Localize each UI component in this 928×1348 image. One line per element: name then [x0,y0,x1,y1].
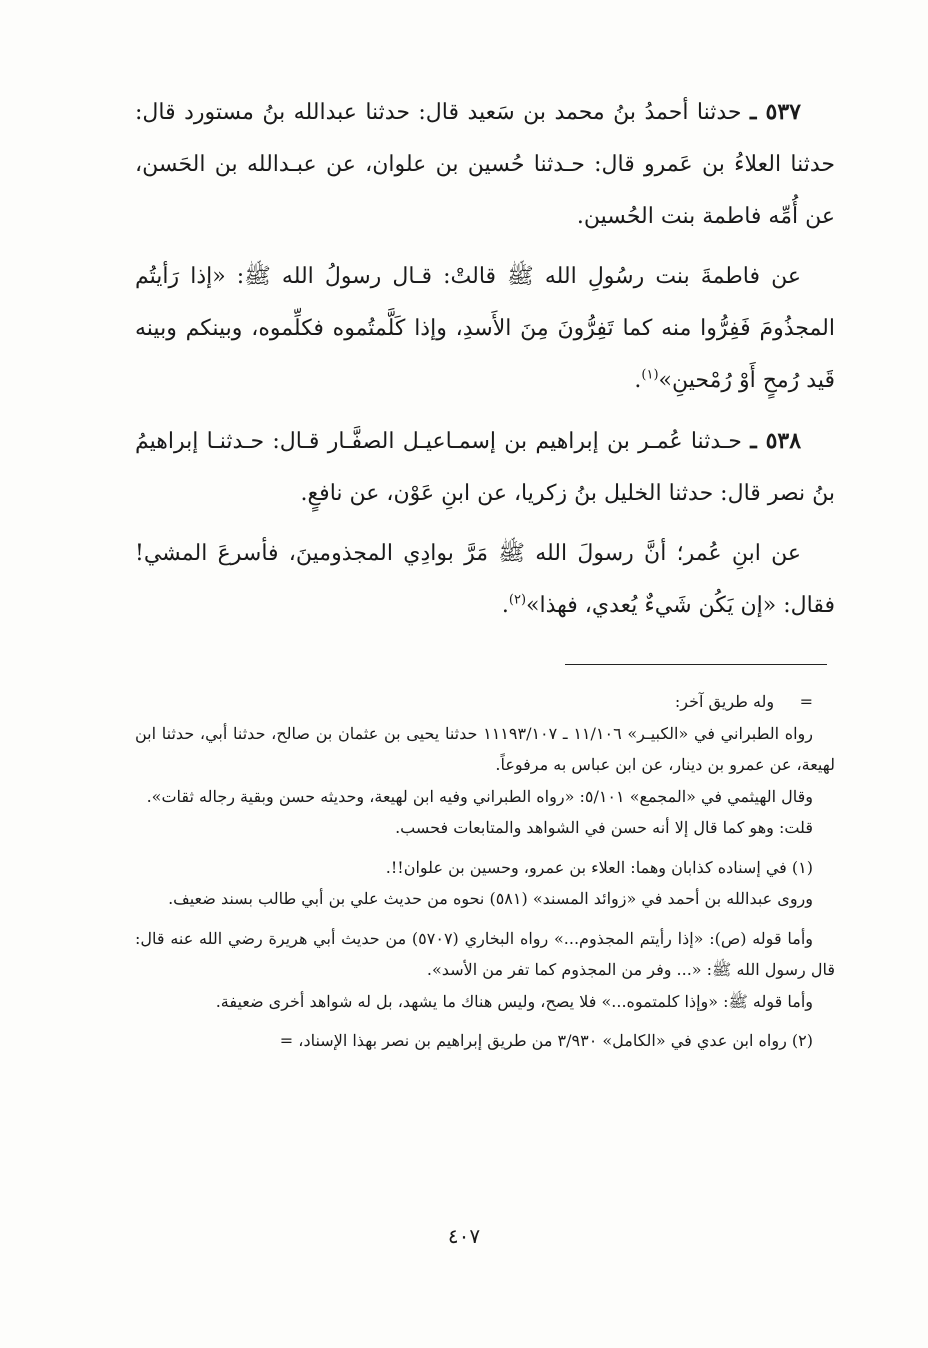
footnote-continuation-heading: = وله طريق آخر: [674,692,813,711]
footnote-1: (١) في إسناده كذابان وهما: العلاء بن عمرو، وحسين بن علوان!!. [385,857,813,877]
matn-text: عن فاطمةَ بنت رسُولِ الله ﷺ قالتْ: قـال رسولُ الله ﷺ: «إذا رَأيتُم المجذُومَ فَفِرُّوا منه كما تَفِرُّونَ مِنَ الأَسدِ، وإذا كَلَّمتُموه فكلِّموه، وبينكم وبينه قَيد رُمحٍ أَوْ رُمْحينِ» [135,264,835,393]
main-text [135,86,835,632]
hadith-number: ٥٣٧ ـ [749,99,801,125]
footnote-paragraph: قلت: وهو كما قال إلا أنه حسن في الشواهد والمتابعات فحسب. [395,818,813,837]
footnotes [135,686,835,1057]
footnote-paragraph: وأما قوله ﷺ: «وإذا كلمتموه...» فلا يصح، وليس هناك ما يشهد، بل له شواهد أخرى ضعيفة. [215,991,813,1011]
footnote-paragraph: وأما قوله (ص): «إذا رأيتم المجذوم...» رواه البخاري (٥٧٠٧) من حديث أبي هريرة رضي الله عنه قال: قال رسول الله ﷺ: «... وفر من المجذوم كما تفر من الأسد». [135,928,835,979]
page-number: ٤٠٧ [447,1224,481,1248]
footnote-ref: (٢) [508,592,527,608]
hadith-537-matn: عن فاطمةَ بنت رسُولِ الله ﷺ قالتْ: قـال رسولُ الله ﷺ: «إذا رَأيتُم المجذُومَ فَفِرُّوا منه كما تَفِرُّونَ مِنَ الأَسدِ، وإذا كَلَّمتُموه فكلِّموه، وبينكم وبينه قَيد رُمحٍ أَوْ رُمْحينِ»$^{(١)}$. [135,264,835,393]
hadith-537-isnad [135,86,835,243]
matn-text: عن ابنِ عُمر؛ أنَّ رسولَ الله ﷺ مَرَّ بوادِي المجذومينَ، فأسرعَ المشي! فقال: «إن يَكُن شَيءٌ يُعدي، فهذا» [135,541,835,618]
hadith-538-isnad [135,415,835,520]
footnote-separator [565,664,827,665]
hadith-538-matn: عن ابنِ عُمر؛ أنَّ رسولَ الله ﷺ مَرَّ بوادِي المجذومينَ، فأسرعَ المشي! فقال: «إن يَكُن شَيءٌ يُعدي، فهذا»$^{(٢)}$. [135,541,835,618]
footnote-paragraph: رواه الطبراني في «الكبيـر» ١١/١٠٦ ـ ١١١٩٣/١٠٧ حدثنا يحيى بن عثمان بن صالح، حدثنا أبي، حدثنا ابن لهيعة، عن عمرو بن دينار، عن ابن عباس به مرفوعاً. [135,723,835,774]
footnote-ref: (١) [641,367,659,383]
footnote-2: (٢) رواه ابن عدي في «الكامل» ٣/٩٣٠ من طريق إبراهيم بن نصر بهذا الإسناد، = [279,1031,813,1050]
isnad-text: حدثنا أحمدُ بنُ محمد بن سَعيد قال: حدثنا عبدالله بنُ مستورد قال: حدثنا العلاءُ بن عَمرو قال: حـدثنا حُسين بن علوان، عن عبـدالله بن الحَسن، عن أُمِّه فاطمة بنت الحُسين. [135,100,835,229]
footnote-paragraph: وقال الهيثمي في «المجمع» ٥/١٠١: «رواه الطبراني وفيه ابن لهيعة، وحديثه حسن وبقية رجاله ثقات». [146,786,813,806]
hadith-number: ٥٣٨ ـ [750,428,802,454]
isnad-text: حـدثنا عُمـر بن إبراهيم بن إسمـاعيـل الصفَّـار قـال: حـدثنـا إبراهيمُ بنُ نصر قال: حدثنا الخليل بنُ زكريا، عن ابنِ عَوْن، عن نافعٍ. [135,429,835,506]
footnote-paragraph: وروى عبدالله بن أحمد في «زوائد المسند» (٥٨١) نحوه من حديث علي بن أبي طالب بسند ضعيف. [168,889,813,908]
continuation-mark: = [799,692,813,711]
